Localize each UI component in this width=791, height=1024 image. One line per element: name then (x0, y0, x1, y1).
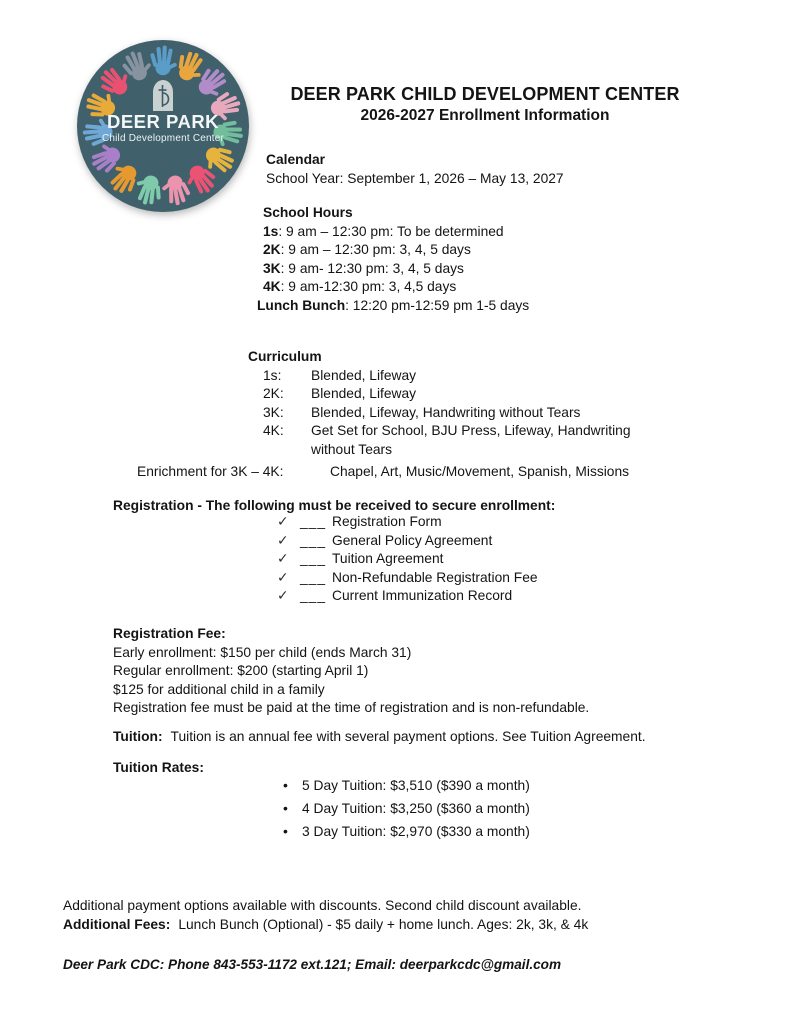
check-icon: ✓ (277, 551, 289, 566)
grade-label: 4K (263, 279, 281, 294)
fee-line: Regular enrollment: $200 (starting April 1) (113, 663, 369, 678)
fee-line: $125 for additional child in a family (113, 681, 325, 697)
enrichment-content: Chapel, Art, Music/Movement, Spanish, Missions (330, 464, 630, 479)
school-hours-row (257, 297, 529, 316)
additional-fees-line (63, 916, 588, 935)
tuition-label: Tuition: (113, 729, 163, 744)
curriculum-section (248, 348, 656, 459)
signature-blank: ___ (300, 532, 327, 548)
calendar-heading: Calendar (266, 152, 326, 167)
check-icon: ✓ (277, 514, 289, 529)
contact-footer: Deer Park CDC: Phone 843-553-1172 ext.121; Email: deerparkcdc@gmail.com (63, 957, 562, 972)
curriculum-content: Blended, Lifeway (311, 367, 417, 383)
signature-blank: ___ (300, 588, 327, 603)
curriculum-row (248, 385, 656, 404)
checklist-item-label: Registration Form (332, 514, 442, 529)
grade-label: 2K (263, 242, 281, 257)
grade-label: 1s (263, 223, 279, 239)
grade-label: 2K: (263, 386, 284, 401)
checklist-item (277, 550, 538, 569)
curriculum-content: Blended, Lifeway, Handwriting without Tears (311, 404, 581, 420)
school-hours-row (257, 278, 529, 297)
curriculum-row (248, 367, 656, 386)
bullet-icon: • (283, 777, 288, 793)
check-icon: ✓ (277, 532, 289, 548)
hours-text: : 12:20 pm-12:59 pm 1-5 days (345, 297, 530, 313)
hours-text: : 9 am- 12:30 pm: 3, 4, 5 days (280, 260, 464, 276)
checklist-item (277, 532, 538, 551)
deer-park-logo (77, 40, 249, 212)
enrichment-label: Enrichment for 3K – 4K: (137, 464, 284, 479)
school-hours-row (257, 260, 529, 279)
tuition-rate-item (283, 799, 530, 822)
school-hours-row (257, 223, 529, 242)
tuition-rates-list (283, 776, 530, 845)
tuition-rate-text: 4 Day Tuition: $3,250 ($360 a month) (302, 801, 530, 816)
registration-fee-section (113, 625, 589, 718)
tuition-rate-text: 5 Day Tuition: $3,510 ($390 a month) (302, 778, 530, 793)
grade-label: Lunch Bunch (257, 297, 346, 313)
tuition-line (113, 728, 646, 747)
check-icon: ✓ (277, 569, 289, 585)
checklist-item (277, 587, 538, 606)
registration-checklist (277, 513, 538, 606)
tuition-rate-item (283, 776, 530, 799)
tuition-rate-text: 3 Day Tuition: $2,970 ($330 a month) (302, 824, 530, 839)
school-hours-heading: School Hours (263, 205, 353, 220)
additional-info-section (63, 897, 588, 934)
signature-blank: ___ (300, 569, 327, 585)
school-hours-row (257, 241, 529, 260)
grade-label: 3K (263, 260, 281, 276)
tombstone-icon (153, 80, 173, 111)
hours-text: : 9 am – 12:30 pm: 3, 4, 5 days (280, 242, 471, 257)
fee-line: Early enrollment: $150 per child (ends March 31) (113, 644, 412, 660)
hours-text: : 9 am-12:30 pm: 3, 4,5 days (280, 279, 457, 294)
additional-fees-label: Additional Fees: (63, 916, 171, 932)
curriculum-heading: Curriculum (248, 349, 322, 364)
curriculum-row (248, 404, 656, 423)
tuition-rates-heading: Tuition Rates: (113, 760, 204, 775)
check-icon: ✓ (277, 588, 289, 603)
registration-heading: Registration - The following must be received to secure enrollment: (113, 498, 556, 513)
grade-label: 3K: (263, 404, 284, 420)
checklist-item (277, 513, 538, 532)
registration-fee-heading: Registration Fee: (113, 626, 226, 641)
payment-options-line: Additional payment options available with discounts. Second child discount available. (63, 898, 582, 913)
additional-fees-text: Lunch Bunch (Optional) - $5 daily + home lunch. Ages: 2k, 3k, & 4k (178, 916, 589, 932)
curriculum-content: Get Set for School, BJU Press, Lifeway, Handwriting without Tears (311, 423, 631, 457)
curriculum-content: Blended, Lifeway (311, 386, 417, 401)
school-hours-section (257, 204, 529, 315)
signature-blank: ___ (300, 514, 327, 529)
document-header (280, 84, 690, 125)
enrichment-row (137, 463, 629, 482)
logo-subtitle: Child Development Center (101, 133, 225, 144)
hours-text: : 9 am – 12:30 pm: To be determined (278, 223, 504, 239)
checklist-item (277, 569, 538, 588)
tuition-rate-item (283, 822, 530, 845)
calendar-section (266, 151, 564, 188)
bullet-icon: • (283, 800, 288, 816)
tuition-text: Tuition is an annual fee with several payment options. See Tuition Agreement. (170, 729, 646, 744)
checklist-item-label: Current Immunization Record (332, 588, 513, 603)
logo-title: DEER PARK (106, 111, 220, 132)
bullet-icon: • (283, 823, 288, 839)
checklist-item-label: Non-Refundable Registration Fee (332, 569, 538, 585)
signature-blank: ___ (300, 551, 327, 566)
grade-label: 4K: (263, 423, 284, 438)
page-title: DEER PARK CHILD DEVELOPMENT CENTER (290, 84, 680, 104)
fee-line: Registration fee must be paid at the time of registration and is non-refundable. (113, 700, 590, 715)
checklist-item-label: General Policy Agreement (332, 532, 493, 548)
curriculum-row (248, 422, 656, 459)
school-year-line: School Year: September 1, 2026 – May 13, 2027 (266, 170, 564, 186)
grade-label: 1s: (263, 367, 282, 383)
page-subtitle: 2026-2027 Enrollment Information (360, 107, 610, 124)
checklist-item-label: Tuition Agreement (332, 551, 444, 566)
